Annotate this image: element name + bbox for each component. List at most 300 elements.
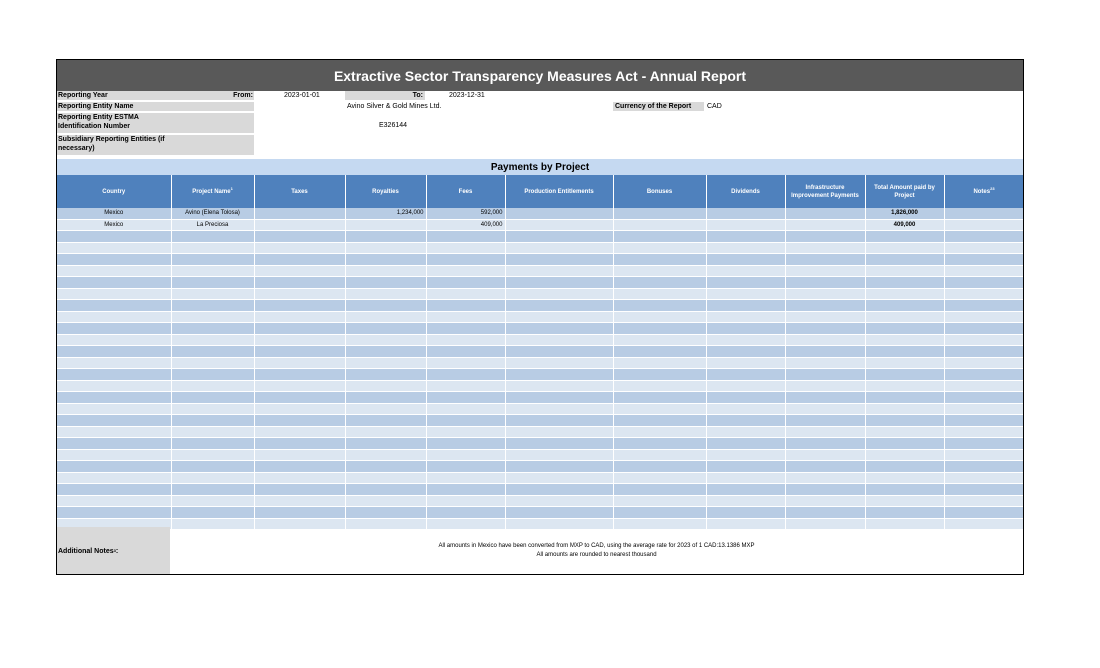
table-cell [171,288,254,300]
table-cell [785,426,865,438]
table-cell [706,495,785,507]
table-cell [613,231,706,243]
table-cell [865,265,944,277]
column-header-label: Dividends [731,188,760,195]
table-row [57,346,1024,358]
table-cell [613,415,706,427]
table-cell [785,288,865,300]
table-cell [505,357,613,369]
table-cell [171,380,254,392]
table-row [57,357,1024,369]
table-cell: Mexico [57,219,171,231]
table-cell [944,323,1024,335]
table-cell [505,449,613,461]
table-cell [505,507,613,519]
table-cell [345,334,426,346]
table-cell [865,231,944,243]
table-cell [706,242,785,254]
table-cell: 1,826,000 [865,208,944,219]
entity-name-grey-cell [170,102,254,111]
table-cell [345,495,426,507]
table-cell [426,507,505,519]
table-cell [57,380,171,392]
table-cell [944,415,1024,427]
table-cell [57,507,171,519]
table-row [57,265,1024,277]
table-cell [57,334,171,346]
table-cell [785,265,865,277]
table-cell [254,265,345,277]
table-cell [785,346,865,358]
column-header [505,175,613,208]
table-cell [865,380,944,392]
entity-name-label: Reporting Entity Name [57,102,170,111]
table-cell [785,507,865,519]
table-cell [345,380,426,392]
table-cell [345,369,426,381]
table-cell [254,472,345,484]
table-cell [785,254,865,266]
column-header [706,175,785,208]
table-cell [865,346,944,358]
column-header [426,175,505,208]
column-header-label: Infrastructure Improvement Payments [791,184,859,199]
table-cell [613,495,706,507]
table-cell [706,219,785,231]
table-cell [944,311,1024,323]
table-cell [706,438,785,450]
table-cell [57,415,171,427]
table-row [57,472,1024,484]
table-cell [706,472,785,484]
table-cell [57,265,171,277]
table-cell [171,231,254,243]
table-cell [254,415,345,427]
payments-table [57,175,1024,530]
column-header [944,175,1024,208]
table-cell [865,357,944,369]
table-cell [785,415,865,427]
table-cell [944,484,1024,496]
to-value: 2023-12-31 [449,92,485,99]
table-cell [706,415,785,427]
table-cell [171,495,254,507]
table-cell [171,254,254,266]
column-header-label: Fees [458,188,473,195]
table-cell [865,254,944,266]
table-cell [865,438,944,450]
table-cell [785,380,865,392]
table-cell [254,461,345,473]
table-cell [785,219,865,231]
table-cell [345,265,426,277]
table-row [57,461,1024,473]
table-cell [57,300,171,312]
table-cell [785,311,865,323]
to-label: To: [412,92,423,99]
table-cell [706,507,785,519]
currency-label: Currency of the Report [613,102,704,111]
table-cell [171,357,254,369]
table-row [57,219,1024,231]
table-body [57,208,1024,530]
table-cell [426,415,505,427]
additional-notes-label-suffix: : [115,547,119,555]
table-cell [785,461,865,473]
table-cell [944,300,1024,312]
table-cell [785,495,865,507]
table-cell [426,392,505,404]
table-cell: Mexico [57,208,171,219]
table-cell [706,461,785,473]
table-cell [944,380,1024,392]
table-cell [706,392,785,404]
table-cell [865,369,944,381]
table-cell [426,426,505,438]
table-row [57,484,1024,496]
table-cell [345,231,426,243]
table-cell [426,403,505,415]
table-row [57,380,1024,392]
table-cell [171,461,254,473]
report-info-block [57,91,1023,159]
table-cell [57,231,171,243]
table-cell [171,415,254,427]
table-cell [57,311,171,323]
table-cell [254,426,345,438]
table-cell [865,495,944,507]
table-cell [254,300,345,312]
table-cell [171,392,254,404]
table-cell [254,392,345,404]
table-cell [171,449,254,461]
table-cell [865,507,944,519]
table-cell [944,495,1024,507]
table-cell [345,415,426,427]
table-cell [254,231,345,243]
table-cell [171,507,254,519]
table-row [57,323,1024,335]
report-title: Extractive Sector Transparency Measures Act - Annual Report [57,60,1023,91]
table-cell [345,219,426,231]
column-header [785,175,865,208]
table-cell [171,346,254,358]
table-cell: 409,000 [426,219,505,231]
table-cell [505,438,613,450]
table-cell [426,242,505,254]
table-cell [505,208,613,219]
table-cell [613,346,706,358]
table-cell [785,484,865,496]
table-cell [865,415,944,427]
table-cell [613,461,706,473]
table-cell [171,300,254,312]
column-header [57,175,171,208]
table-cell [57,392,171,404]
table-row [57,449,1024,461]
table-cell [345,288,426,300]
table-cell [505,403,613,415]
table-cell [505,231,613,243]
column-header-label: Bonuses [646,188,673,195]
table-cell [57,346,171,358]
table-cell [613,403,706,415]
table-cell: 1,234,000 [345,208,426,219]
column-header-sup: 23 [990,185,995,191]
table-row [57,300,1024,312]
table-cell [345,472,426,484]
table-cell [426,323,505,335]
additional-notes-line-2: All amounts are rounded to nearest thousand [536,552,657,558]
table-row [57,392,1024,404]
table-cell [613,300,706,312]
table-row [57,254,1024,266]
table-row [57,415,1024,427]
table-cell [254,438,345,450]
table-cell [345,484,426,496]
table-cell [345,277,426,289]
table-cell [345,461,426,473]
table-cell [57,461,171,473]
table-cell [785,438,865,450]
table-cell [944,449,1024,461]
additional-notes-body [170,527,1023,575]
table-cell: 592,000 [426,208,505,219]
table-cell [785,208,865,219]
additional-notes-label-text: Additional Notes [58,547,114,555]
table-cell [345,346,426,358]
table-cell [345,403,426,415]
table-cell [254,311,345,323]
subsidiary-grey-cell [170,135,254,155]
table-cell [613,507,706,519]
table-cell [171,265,254,277]
table-cell [613,242,706,254]
table-cell [785,472,865,484]
table-cell [345,438,426,450]
table-header-row [57,175,1024,208]
table-cell [57,438,171,450]
from-value: 2023-01-01 [284,92,320,99]
table-cell [505,265,613,277]
table-cell [171,426,254,438]
table-row [57,288,1024,300]
table-cell [171,242,254,254]
table-cell [785,369,865,381]
table-cell [505,277,613,289]
table-cell [505,426,613,438]
table-cell [613,254,706,266]
table-cell [613,334,706,346]
table-cell [865,449,944,461]
table-cell [785,334,865,346]
table-cell [613,357,706,369]
table-cell [706,346,785,358]
table-cell [944,438,1024,450]
table-cell [171,403,254,415]
table-cell [426,334,505,346]
table-row [57,426,1024,438]
table-cell [57,426,171,438]
table-cell [426,369,505,381]
table-cell [505,334,613,346]
table-cell [785,357,865,369]
table-cell [706,449,785,461]
table-row [57,242,1024,254]
table-cell [505,300,613,312]
table-cell [613,265,706,277]
table-cell [706,277,785,289]
table-cell [171,369,254,381]
table-cell [944,392,1024,404]
column-header-label: Production Entitlements [524,188,594,195]
table-cell [426,438,505,450]
table-cell [785,300,865,312]
table-cell [613,369,706,381]
table-cell [944,403,1024,415]
table-cell [254,288,345,300]
table-cell [57,495,171,507]
table-cell [426,346,505,358]
table-row [57,334,1024,346]
table-cell [706,254,785,266]
table-cell [944,242,1024,254]
table-cell [426,277,505,289]
table-cell [254,369,345,381]
table-row [57,438,1024,450]
table-cell [426,231,505,243]
table-cell [254,403,345,415]
table-cell [944,426,1024,438]
table-cell [706,380,785,392]
table-cell [426,311,505,323]
table-cell [345,300,426,312]
table-cell [613,219,706,231]
estma-report-sheet [56,59,1024,575]
table-cell [57,369,171,381]
reporting-year-label: Reporting Year [57,91,170,100]
table-cell [57,449,171,461]
table-cell [505,254,613,266]
table-row [57,495,1024,507]
section-title: Payments by Project [57,159,1023,175]
table-cell [865,311,944,323]
table-cell [785,231,865,243]
entity-name-value: Avino Silver & Gold Mines Ltd. [347,103,442,110]
table-cell [254,380,345,392]
currency-value: CAD [707,103,722,110]
table-cell [254,357,345,369]
table-cell [345,311,426,323]
column-header-label: Country [102,188,126,195]
table-cell [944,219,1024,231]
column-header-label: Project Name [192,188,231,195]
table-cell [254,449,345,461]
table-row [57,507,1024,519]
table-cell [613,277,706,289]
table-cell [944,346,1024,358]
table-cell [613,208,706,219]
table-cell [426,265,505,277]
table-cell [706,208,785,219]
subsidiary-label: Subsidiary Reporting Entities (if necessary) [57,135,170,155]
table-cell [426,461,505,473]
table-cell [254,507,345,519]
table-cell [865,334,944,346]
table-cell [865,472,944,484]
table-cell [865,242,944,254]
from-label: From: [233,92,253,99]
table-cell [706,357,785,369]
column-header [345,175,426,208]
table-cell [254,219,345,231]
table-cell [865,392,944,404]
table-cell [254,277,345,289]
table-cell [613,323,706,335]
table-cell [944,265,1024,277]
table-cell [706,334,785,346]
table-cell [505,392,613,404]
table-cell [57,288,171,300]
table-cell [706,323,785,335]
table-cell [345,323,426,335]
table-cell [944,288,1024,300]
table-cell [944,254,1024,266]
table-cell [345,392,426,404]
table-cell [426,484,505,496]
table-cell [505,415,613,427]
table-cell [944,208,1024,219]
table-cell [505,323,613,335]
additional-notes-line-1: All amounts in Mexico have been converted from MXP to CAD, using the average rate for 2023 of 1 CAD:13.1386 MXP [438,543,755,549]
table-cell [345,507,426,519]
table-cell [785,277,865,289]
table-cell [944,231,1024,243]
table-row [57,231,1024,243]
table-cell [254,323,345,335]
table-cell [505,380,613,392]
table-cell [706,426,785,438]
table-cell [345,449,426,461]
column-header-label: Royalties [372,188,399,195]
table-cell [944,507,1024,519]
column-header [865,175,944,208]
table-cell [426,288,505,300]
table-cell [706,403,785,415]
table-cell [57,357,171,369]
table-cell [254,254,345,266]
table-cell [426,380,505,392]
table-cell [171,334,254,346]
table-cell [171,438,254,450]
table-cell [613,426,706,438]
table-cell [785,323,865,335]
table-cell [57,323,171,335]
table-cell [865,426,944,438]
table-cell [505,461,613,473]
table-cell [865,300,944,312]
column-header [171,175,254,208]
table-cell [785,242,865,254]
table-cell [944,472,1024,484]
table-cell [57,484,171,496]
table-cell [613,438,706,450]
table-cell [944,461,1024,473]
column-header [613,175,706,208]
table-cell [944,357,1024,369]
table-cell [57,472,171,484]
table-cell [345,426,426,438]
